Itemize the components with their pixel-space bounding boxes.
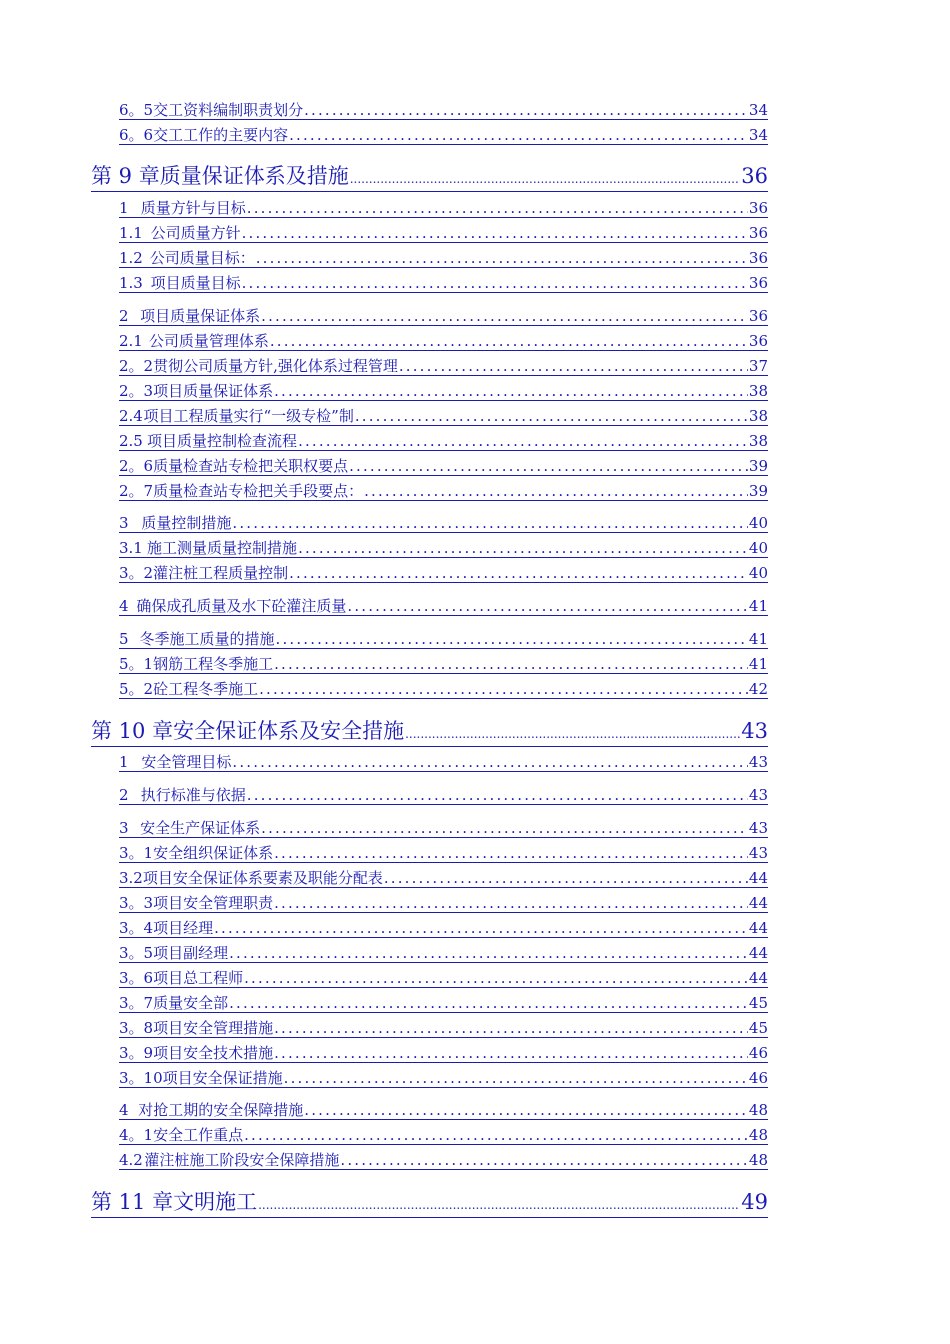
toc-entry-number: 3。1	[119, 844, 154, 862]
toc-entry-page: 34	[748, 126, 768, 144]
toc-entry-number: 3。9	[119, 1044, 154, 1062]
toc-entry-page: 48	[748, 1126, 768, 1144]
toc-entry-number: 4.2	[119, 1151, 143, 1169]
toc-entry-title: 质量检查站专检把关职权要点	[153, 457, 349, 475]
toc-entry-3-1[interactable]	[119, 845, 768, 863]
toc-entry-6-6[interactable]	[119, 127, 768, 145]
toc-leader-dots	[259, 681, 748, 698]
toc-chapter-title: 安全保证体系及安全措施	[173, 719, 405, 743]
toc-leader-dots	[274, 845, 748, 862]
toc-entry-title: 质量安全部	[153, 994, 229, 1012]
toc-leader-dots	[232, 754, 748, 771]
toc-entry-number: 3	[119, 514, 129, 532]
toc-entry-title: 项目经理	[153, 919, 214, 937]
toc-leader-dots	[261, 820, 748, 837]
toc-leader-dots	[274, 895, 748, 912]
toc-entry-page: 34	[748, 101, 768, 119]
toc-chapter-page: 49	[741, 1190, 768, 1214]
toc-leader-dots	[244, 1127, 748, 1144]
toc-entry-page: 41	[748, 655, 768, 673]
toc-entry-2-4[interactable]	[119, 408, 768, 426]
toc-entry-page: 37	[748, 357, 768, 375]
toc-entry-4[interactable]	[119, 598, 768, 616]
toc-entry-number: 4	[119, 1101, 129, 1119]
toc-leader-dots	[340, 1152, 747, 1169]
toc-chapter-number: 第 11 章	[91, 1190, 174, 1214]
toc-leader-dots	[304, 1102, 748, 1119]
toc-entry-title: 交工资料编制职责划分	[153, 101, 304, 119]
toc-leader-dots	[355, 408, 748, 425]
toc-leader-dots	[229, 995, 748, 1012]
toc-entry-title: 项目副经理	[153, 944, 229, 962]
toc-entry-3[interactable]	[119, 820, 768, 838]
toc-entry-title: 安全生产保证体系	[140, 819, 261, 837]
toc-entry-title: 项目总工程师	[153, 969, 244, 987]
toc-entry-3[interactable]	[119, 515, 768, 533]
toc-entry-title: 安全工作重点	[153, 1126, 244, 1144]
toc-entry-1[interactable]	[119, 754, 768, 772]
toc-leader-dots	[242, 275, 748, 292]
toc-entry-title: 项目质量保证体系	[140, 307, 261, 325]
toc-leader-dots	[274, 1020, 748, 1037]
toc-entry-2[interactable]	[119, 787, 768, 805]
toc-entry-page: 36	[748, 274, 768, 292]
toc-entry-2-5[interactable]	[119, 433, 768, 451]
toc-entry-number: 4	[119, 597, 129, 615]
toc-entry-title: 灌注桩施工阶段安全保障措施	[144, 1151, 340, 1169]
toc-entry-page: 38	[748, 407, 768, 425]
toc-entry-page: 39	[748, 457, 768, 475]
toc-leader-dots	[298, 433, 748, 450]
toc-entry-page: 43	[748, 786, 768, 804]
toc-entry-number: 1.1	[119, 224, 143, 242]
toc-leader-dots	[274, 1045, 748, 1062]
toc-entry-title: 公司质量管理体系	[148, 332, 269, 350]
toc-leader-dots	[242, 225, 748, 242]
toc-entry-3-9[interactable]	[119, 1045, 768, 1063]
toc-entry-page: 40	[748, 514, 768, 532]
toc-entry-title: 项目工程质量实行“一级专检”制	[143, 407, 354, 425]
toc-leader-dots	[347, 598, 748, 615]
toc-entry-3-2[interactable]	[119, 870, 768, 888]
toc-leader-dots	[298, 540, 748, 557]
toc-entry-page: 46	[748, 1069, 768, 1087]
toc-entry-number: 4。1	[119, 1126, 154, 1144]
toc-entry-title: 施工测量质量控制措施	[147, 539, 298, 557]
toc-entry-page: 42	[748, 680, 768, 698]
toc-entry-title: 贯彻公司质量方针,强化体系过程管理	[153, 357, 398, 375]
toc-entry-3-1[interactable]	[119, 540, 768, 558]
toc-entry-number: 1.3	[119, 274, 143, 292]
toc-entry-number: 6。6	[119, 126, 154, 144]
toc-chapter-9[interactable]	[91, 164, 768, 192]
toc-entry-title: 质量检查站专检把关手段要点：	[153, 482, 364, 500]
toc-entry-title: 灌注桩工程质量控制	[153, 564, 289, 582]
toc-entry-3-10[interactable]	[119, 1070, 768, 1088]
toc-leader-dots	[276, 631, 748, 648]
toc-entry-page: 36	[748, 332, 768, 350]
toc-entry-number: 1	[119, 199, 129, 217]
toc-entry-page: 48	[748, 1151, 768, 1169]
toc-entry-title: 项目安全管理措施	[153, 1019, 274, 1037]
toc-entry-number: 3。8	[119, 1019, 154, 1037]
toc-entry-3-2[interactable]	[119, 565, 768, 583]
toc-entry-3-8[interactable]	[119, 1020, 768, 1038]
toc-entry-number: 2。3	[119, 382, 154, 400]
toc-leader-dots	[214, 920, 748, 937]
toc-chapter-title: 文明施工	[173, 1190, 258, 1214]
toc-entry-3-6[interactable]	[119, 970, 768, 988]
toc-entry-number: 3。4	[119, 919, 154, 937]
toc-chapter-number: 第 9 章	[91, 164, 160, 188]
toc-leader-dots	[289, 127, 748, 144]
toc-entry-page: 44	[748, 969, 768, 987]
toc-leader-dots	[364, 483, 748, 500]
toc-entry-number: 2.4	[119, 407, 143, 425]
toc-entry-title: 公司质量方针	[150, 224, 241, 242]
toc-entry-3-4[interactable]	[119, 920, 768, 938]
toc-entry-number: 3。5	[119, 944, 154, 962]
toc-leader-dots	[229, 945, 748, 962]
toc-entry-title: 项目安全保证措施	[162, 1069, 283, 1087]
toc-entry-number: 3	[119, 819, 129, 837]
toc-entry-title: 安全组织保证体系	[153, 844, 274, 862]
toc-entry-number: 2	[119, 307, 129, 325]
toc-entry-page: 36	[748, 199, 768, 217]
toc-leader-dots	[284, 1070, 748, 1087]
toc-entry-page: 36	[748, 224, 768, 242]
toc-entry-title: 公司质量目标：	[149, 249, 255, 267]
toc-entry-title: 项目质量保证体系	[153, 382, 274, 400]
toc-leader-dots	[247, 200, 748, 217]
toc-entry-2-7[interactable]	[119, 483, 768, 501]
toc-entry-page: 46	[748, 1044, 768, 1062]
toc-entry-number: 3。3	[119, 894, 154, 912]
toc-entry-number: 2	[119, 786, 129, 804]
toc-entry-6-5[interactable]	[119, 102, 768, 120]
toc-entry-number: 3。10	[119, 1069, 163, 1087]
toc-entry-number: 6。5	[119, 101, 154, 119]
toc-entry-2-1[interactable]	[119, 333, 768, 351]
toc-entry-page: 36	[748, 307, 768, 325]
toc-entry-5-2[interactable]	[119, 681, 768, 699]
toc-leader-dots	[289, 565, 748, 582]
toc-entry-title: 冬季施工质量的措施	[139, 630, 275, 648]
toc-entry-number: 5。2	[119, 680, 154, 698]
toc-entry-title: 钢筋工程冬季施工	[153, 655, 274, 673]
toc-entry-title: 交工工作的主要内容	[153, 126, 289, 144]
toc-chapter-number: 第 10 章	[91, 719, 174, 743]
toc-entry-title: 项目安全管理职责	[153, 894, 274, 912]
toc-entry-4-2[interactable]	[119, 1152, 768, 1170]
toc-entry-number: 2.5	[119, 432, 143, 450]
toc-entry-2-2[interactable]	[119, 358, 768, 376]
toc-leader-dots	[350, 164, 741, 191]
toc-entry-2-3[interactable]	[119, 383, 768, 401]
toc-entry-page: 44	[748, 919, 768, 937]
toc-entry-number: 3。7	[119, 994, 154, 1012]
toc-entry-4-1[interactable]	[119, 1127, 768, 1145]
toc-chapter-title: 质量保证体系及措施	[159, 164, 349, 188]
toc-leader-dots	[261, 308, 748, 325]
toc-entry-5[interactable]	[119, 631, 768, 649]
toc-entry-1-1[interactable]	[119, 225, 768, 243]
toc-entry-number: 3.1	[119, 539, 143, 557]
toc-leader-dots	[247, 787, 748, 804]
toc-entry-title: 确保成孔质量及水下砼灌注质量	[136, 597, 347, 615]
toc-entry-number: 1	[119, 753, 129, 771]
toc-entry-title: 质量方针与目标	[140, 199, 246, 217]
toc-entry-title: 执行标准与依据	[140, 786, 246, 804]
toc-leader-dots	[399, 358, 748, 375]
toc-entry-1-2[interactable]	[119, 250, 768, 268]
toc-leader-dots	[349, 458, 748, 475]
toc-entry-title: 对抢工期的安全保障措施	[138, 1101, 304, 1119]
toc-entry-title: 砼工程冬季施工	[153, 680, 259, 698]
toc-entry-page: 43	[748, 844, 768, 862]
toc-entry-3-7[interactable]	[119, 995, 768, 1013]
toc-chapter-page: 43	[741, 719, 768, 743]
toc-entry-page: 40	[748, 564, 768, 582]
toc-entry-title: 项目安全保证体系要素及职能分配表	[142, 869, 383, 887]
toc-entry-2[interactable]	[119, 308, 768, 326]
toc-entry-number: 2。2	[119, 357, 154, 375]
toc-entry-page: 40	[748, 539, 768, 557]
toc-leader-dots	[274, 383, 748, 400]
toc-entry-title: 安全管理目标	[141, 753, 232, 771]
toc-entry-number: 2。6	[119, 457, 154, 475]
toc-entry-number: 1.2	[119, 249, 143, 267]
toc-entry-page: 41	[748, 630, 768, 648]
toc-entry-page: 38	[748, 432, 768, 450]
toc-entry-page: 45	[748, 1019, 768, 1037]
toc-entry-number: 3。2	[119, 564, 154, 582]
toc-entry-number: 3。6	[119, 969, 154, 987]
toc-entry-3-5[interactable]	[119, 945, 768, 963]
toc-entry-number: 2.1	[119, 332, 143, 350]
toc-leader-dots	[270, 333, 748, 350]
toc-entry-1[interactable]	[119, 200, 768, 218]
toc-entry-title: 项目质量目标	[150, 274, 241, 292]
toc-entry-number: 5。1	[119, 655, 154, 673]
toc-chapter-page: 36	[741, 164, 768, 188]
toc-entry-page: 41	[748, 597, 768, 615]
toc-entry-2-6[interactable]	[119, 458, 768, 476]
toc-entry-number: 2。7	[119, 482, 154, 500]
toc-leader-dots	[256, 250, 748, 267]
toc-entry-page: 44	[748, 869, 768, 887]
toc-leader-dots	[232, 515, 748, 532]
toc-entry-1-3[interactable]	[119, 275, 768, 293]
toc-chapter-11[interactable]	[91, 1190, 768, 1218]
toc-entry-4[interactable]	[119, 1102, 768, 1120]
toc-entry-3-3[interactable]	[119, 895, 768, 913]
toc-leader-dots	[405, 719, 740, 746]
toc-entry-page: 45	[748, 994, 768, 1012]
toc-entry-page: 44	[748, 944, 768, 962]
toc-entry-title: 项目质量控制检查流程	[147, 432, 298, 450]
toc-entry-number: 3.2	[119, 869, 143, 887]
toc-entry-5-1[interactable]	[119, 656, 768, 674]
toc-entry-title: 质量控制措施	[141, 514, 232, 532]
toc-entry-page: 43	[748, 753, 768, 771]
toc-entry-page: 36	[748, 249, 768, 267]
toc-entry-page: 43	[748, 819, 768, 837]
toc-entry-page: 38	[748, 382, 768, 400]
toc-leader-dots	[304, 102, 748, 119]
toc-entry-page: 48	[748, 1101, 768, 1119]
toc-chapter-10[interactable]	[91, 719, 768, 747]
toc-leader-dots	[274, 656, 748, 673]
toc-entry-number: 5	[119, 630, 129, 648]
toc-leader-dots	[384, 870, 748, 887]
toc-entry-page: 44	[748, 894, 768, 912]
toc-entry-title: 项目安全技术措施	[153, 1044, 274, 1062]
toc-leader-dots	[244, 970, 748, 987]
toc-entry-page: 39	[748, 482, 768, 500]
toc-leader-dots	[258, 1190, 740, 1217]
